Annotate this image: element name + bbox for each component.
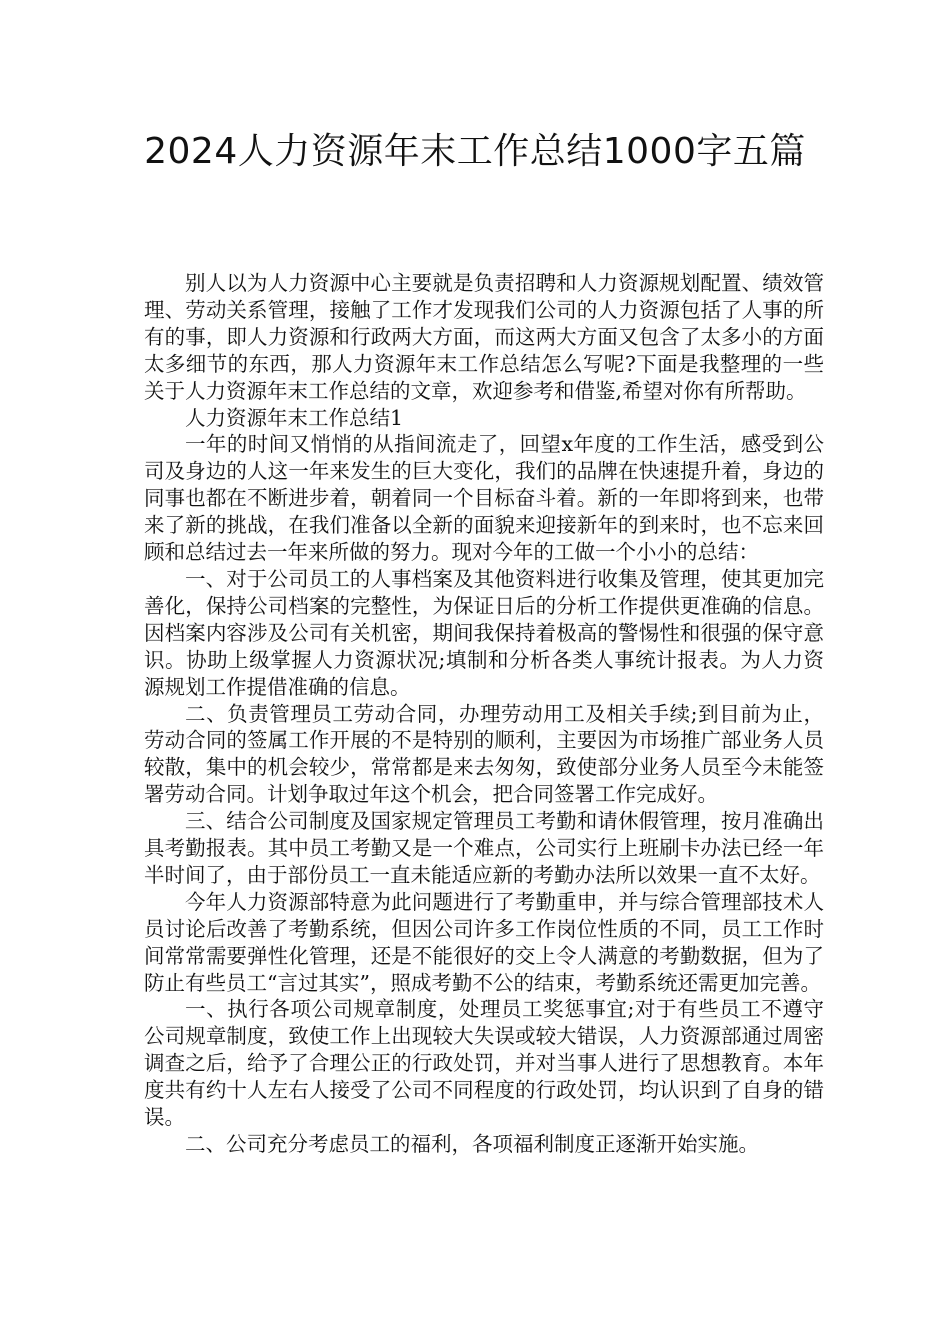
body-paragraph: 二、负责管理员工劳动合同，办理劳动用工及相关手续;到目前为止，劳动合同的签属工作开展的不是特别的顺利，主要因为市场推广部业务人员较散，集中的机会较少，常常都是来去匆匆，致使部分业务人员至今未能签署劳动合同。计划争取过年这个机会，把合同签署工作完成好。 xyxy=(144,701,824,807)
body-paragraph: 今年人力资源部特意为此问题进行了考勤重申，并与综合管理部技术人员讨论后改善了考勤系统，但因公司许多工作岗位性质的不同，员工工作时间常常需要弹性化管理，还是不能很好的交上令人满意的考勤数据，但为了防止有些员工“言过其实”，照成考勤不公的结束，考勤系统还需更加完善。 xyxy=(144,889,824,995)
document-body xyxy=(144,270,824,1158)
body-paragraph: 三、结合公司制度及国家规定管理员工考勤和请休假管理，按月准确出具考勤报表。其中员工考勤又是一个难点，公司实行上班刷卡办法已经一年半时间了，由于部份员工一直未能适应新的考勤办法所以效果一直不太好。 xyxy=(144,809,824,887)
document-title: 2024人力资源年末工作总结1000字五篇 xyxy=(144,131,806,172)
intro-paragraph: 别人以为人力资源中心主要就是负责招聘和人力资源规划配置、绩效管理、劳动关系管理，接触了工作才发现我们公司的人力资源包括了人事的所有的事，即人力资源和行政两大方面，而这两大方面又包含了太多小的方面太多细节的东西，那人力资源年末工作总结怎么写呢?下面是我整理的一些关于人力资源年末工作总结的文章，欢迎参考和借鉴,希望对你有所帮助。 xyxy=(144,271,824,403)
section-heading: 人力资源年末工作总结1 xyxy=(185,405,404,430)
body-paragraph: 一年的时间又悄悄的从指间流走了，回望x年度的工作生活，感受到公司及身边的人这一年来发生的巨大变化，我们的品牌在快速提升着，身边的同事也都在不断进步着，朝着同一个目标奋斗着。新的一年即将到来，也带来了新的挑战，在我们准备以全新的面貌来迎接新年的到来时，也不忘来回顾和总结过去一年来所做的努力。现对今年的工做一个小小的总结： xyxy=(144,432,824,565)
body-paragraph: 一、执行各项公司规章制度，处理员工奖惩事宜;对于有些员工不遵守公司规章制度，致使工作上出现较大失误或较大错误，人力资源部通过周密调查之后，给予了合理公正的行政处罚，并对当事人进行了思想教育。本年度共有约十人左右人接受了公司不同程度的行政处罚，均认识到了自身的错误。 xyxy=(144,997,824,1130)
body-paragraph: 一、对于公司员工的人事档案及其他资料进行收集及管理，使其更加完善化，保持公司档案的完整性，为保证日后的分析工作提供更准确的信息。因档案内容涉及公司有关机密，期间我保持着极高的警惕性和很强的保守意识。协助上级掌握人力资源状况;填制和分析各类人事统计报表。为人力资源规划工作提借准确的信息。 xyxy=(144,566,824,699)
body-paragraph: 二、公司充分考虑员工的福利，各项福利制度正逐渐开始实施。 xyxy=(185,1132,759,1156)
